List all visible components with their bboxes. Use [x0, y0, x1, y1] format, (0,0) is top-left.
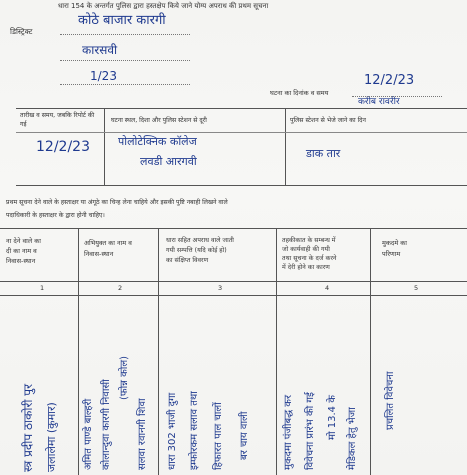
- hw-col4-c: मो 13.4 के: [327, 395, 338, 440]
- table-top-line: [0, 228, 467, 229]
- thana-underline: [60, 60, 190, 61]
- district-underline: [60, 34, 190, 35]
- incident-underline: [352, 96, 442, 97]
- incident-date-value: 12/2/23: [364, 73, 415, 88]
- table-number-row-top: [0, 281, 467, 282]
- thana-value: कारसवी: [82, 43, 118, 57]
- number-value: 1/23: [90, 69, 117, 83]
- col-number-3: 3: [218, 284, 223, 292]
- hw-col3-a: धारा 302 भाजी दुगा: [167, 392, 178, 470]
- table-header-3: धारा सहित अपराध वाले जाती गयी सम्पत्ति (यदि कोई हो) का संक्षिप्त विवरण: [166, 237, 234, 265]
- district-label: डिस्ट्रिक्ट: [10, 27, 33, 36]
- info-col2-value-line1: पोलोटेक्निक कॉलेज: [118, 135, 197, 148]
- info-divider-2: [285, 108, 286, 185]
- hw-col4-a: मुकदमा पंजीबद्ध कर: [283, 394, 294, 470]
- hw-col2-b: कोलान्दुवा कारगी निवासी: [101, 379, 112, 470]
- table-header-4: तहकीकात के सम्बन्ध में जो कार्यवाही की गयी तथा सूचना के दर्ज करने में देरी होने का कारण: [282, 237, 337, 272]
- hw-col4-d: मेडिकल हेतु भेजा: [347, 407, 358, 470]
- district-value: कोठे बाजार कारगी: [78, 13, 166, 28]
- info-col3-value: डाक तार: [306, 147, 341, 160]
- col-number-1: 1: [40, 284, 45, 292]
- hw-col4-b: विवेचना प्रारंभ की गई: [305, 392, 316, 470]
- hw-col1-a: स्त्र प्रदीप ठाकोरी पुर: [21, 383, 35, 472]
- info-header-line: [16, 132, 467, 133]
- hw-col1-b: जलालेमा (कुमार): [45, 402, 58, 472]
- info-row-top-line: [16, 108, 467, 109]
- hw-col5-a: प्रचलित विवेचना: [385, 371, 396, 430]
- header-top-line: धारा 154 के अन्तर्गत पुलिस द्वारा हस्तक्षेप किये जाने योग्य अपराध की प्रथम सूचना: [58, 2, 269, 10]
- table-divider-1: [78, 228, 79, 475]
- col-number-4: 4: [325, 284, 330, 292]
- table-divider-3: [276, 228, 277, 475]
- hw-col2-d: सलवा रवानगी शिवा: [137, 398, 148, 470]
- table-number-row-bottom: [0, 295, 467, 296]
- hw-col3-d: बर चाय वाली: [239, 411, 250, 460]
- table-header-2: अभियुक्त का नाम व निवास-स्थान: [84, 239, 132, 259]
- col-number-5: 5: [414, 284, 419, 292]
- info-col3-header: पुलिस स्टेशन से भेजे जाने का दिन: [290, 117, 366, 124]
- table-divider-2: [158, 228, 159, 475]
- number-underline: [60, 84, 190, 85]
- incident-date-label: घटना का दिनांक व समय: [270, 89, 329, 97]
- table-divider-4: [370, 228, 371, 475]
- info-col1-value: 12/2/23: [36, 139, 90, 155]
- hw-col3-b: इम्फोरकम सलाव तथा: [189, 391, 200, 470]
- hw-col2-a: अमित पाण्डे बाल्हरी: [83, 398, 94, 470]
- incident-time-value: करीब रावरीर: [358, 97, 400, 107]
- info-divider-1: [104, 108, 105, 185]
- instruction-line1: प्रथम सूचना देने वाले के हस्ताक्षर या अंगूठे का चिन्ह लेना चाहिये और इसकी पुष्टि नबाही लिखने वाले: [6, 199, 228, 206]
- info-col2-header: घटना स्थल, दिशा और पुलिस स्टेशन से दूरी: [111, 117, 207, 124]
- instruction-line2: पदाधिकारी के हस्ताक्षर के द्वारा होनी चाहिए।: [6, 212, 105, 219]
- table-header-5: मुकदमे का परिणाम: [382, 239, 407, 259]
- info-row-bottom-line: [16, 185, 467, 186]
- info-col2-value-line2: लवडी आरगवी: [140, 155, 197, 168]
- hw-col3-c: हिफारत पाल चालों: [213, 402, 224, 470]
- hw-col2-c: (फोन्न कोल): [119, 355, 130, 400]
- table-header-1: ना देने वाले का दी का नाम व निवास-स्थान: [6, 237, 41, 266]
- col-number-2: 2: [118, 284, 123, 292]
- info-col1-header: तारीख व समय, जबकि रिपोर्ट की गई: [20, 112, 95, 128]
